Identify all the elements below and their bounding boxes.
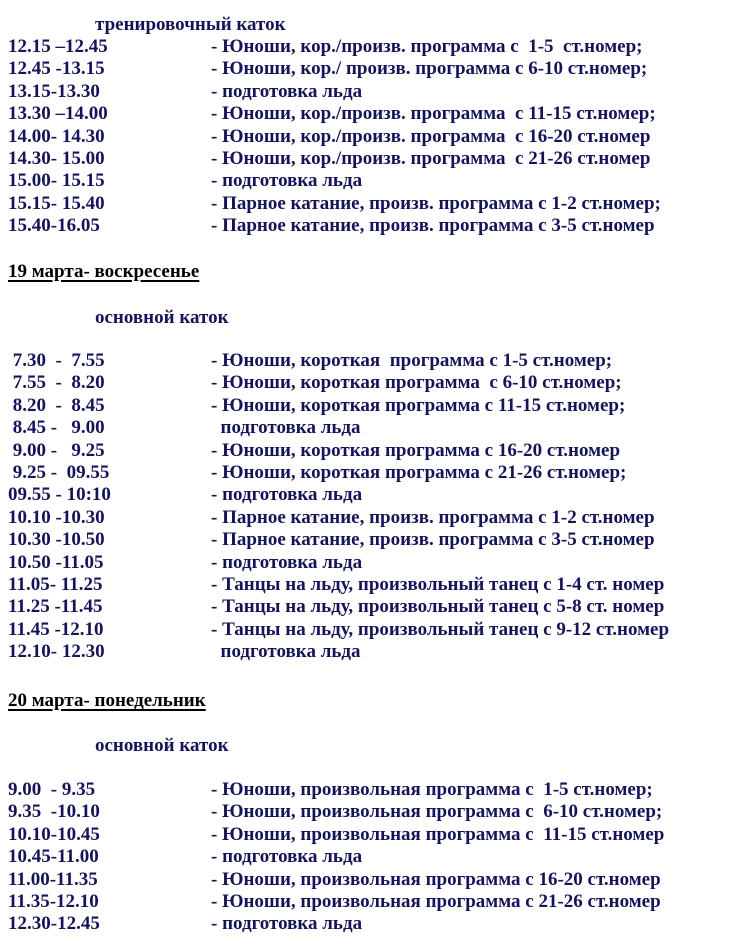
event-description: - Юноши, произвольная программа с 6-10 ст.номер;	[211, 801, 663, 823]
schedule-row	[8, 395, 750, 417]
schedule-row	[8, 619, 750, 641]
time-range: 14.30- 15.00	[8, 147, 105, 169]
event-description: - Танцы на льду, произвольный танец с 5-8 ст. номер	[211, 596, 665, 618]
schedule-row	[8, 552, 750, 574]
time-range: 8.45 - 9.00	[8, 417, 105, 439]
time-range: 15.15- 15.40	[8, 192, 105, 214]
event-description: - подготовка льда	[211, 80, 363, 102]
time-range: 10.10-10.45	[8, 823, 100, 845]
time-range: 8.20 - 8.45	[8, 394, 105, 416]
event-description: - подготовка льда	[211, 170, 363, 192]
time-range: 11.45 -12.10	[8, 618, 104, 640]
time-range: 11.35-12.10	[8, 890, 99, 912]
time-range: 12.15 –12.45	[8, 36, 108, 57]
schedule-row	[8, 372, 750, 394]
time-range: 13.30 –14.00	[8, 103, 108, 125]
event-description: подготовка льда	[211, 417, 361, 439]
event-description: - Юноши, короткая программа с 11-15 ст.номер;	[211, 394, 626, 416]
time-range: 10.50 -11.05	[8, 551, 104, 573]
rink-title-main-march-20: основной каток	[95, 735, 229, 756]
time-range: 7.30 - 7.55	[8, 350, 105, 371]
time-range: 7.55 - 8.20	[8, 372, 105, 394]
event-description: - Юноши, кор./произв. программа с 1-5 ст.номер;	[211, 36, 643, 57]
time-range: 10.30 -10.50	[8, 529, 105, 551]
time-range: 12.30-12.45	[8, 913, 100, 935]
schedule-row	[8, 148, 750, 170]
event-description: - Юноши, произвольная программа с 21-26 ст.номер	[211, 890, 661, 912]
date-heading-march-19: 19 марта- воскресенье	[8, 261, 200, 282]
schedule-row	[8, 81, 750, 103]
event-description: - Юноши, короткая программа с 6-10 ст.номер;	[211, 372, 622, 394]
event-description: - Парное катание, произв. программа с 3-5 ст.номер	[211, 215, 655, 237]
event-description: - Парное катание, произв. программа с 3-5 ст.номер	[211, 529, 655, 551]
time-range: 12.45 -13.15	[8, 58, 105, 80]
schedule-row	[8, 170, 750, 192]
event-description: - Юноши, короткая программа с 21-26 ст.номер;	[211, 461, 627, 483]
event-description: - Юноши, кор./произв. программа с 16-20 ст.номер	[211, 125, 651, 147]
time-range: 15.00- 15.15	[8, 170, 105, 192]
event-description: - Юноши, кор./произв. программа с 21-26 ст.номер	[211, 147, 651, 169]
time-range: 10.45-11.00	[8, 846, 99, 868]
event-description: - подготовка льда	[211, 913, 363, 935]
schedule-row	[8, 440, 750, 462]
schedule-training-rink	[8, 36, 750, 238]
schedule-row	[8, 215, 750, 237]
schedule-row	[8, 641, 750, 663]
schedule-row	[8, 574, 750, 596]
time-range: 11.00-11.35	[8, 868, 98, 890]
time-range: 09.55 - 10:10	[8, 484, 111, 506]
schedule-row	[8, 801, 750, 823]
schedule-row	[8, 36, 750, 58]
schedule-row	[8, 779, 750, 801]
rink-title-training: тренировочный каток	[95, 14, 286, 35]
time-range: 10.10 -10.30	[8, 506, 105, 528]
schedule-row	[8, 846, 750, 868]
schedule-row	[8, 193, 750, 215]
schedule-march-20	[8, 779, 750, 936]
rink-title-main-march-19: основной каток	[95, 307, 229, 328]
event-description: подготовка льда	[211, 641, 361, 663]
time-range: 9.25 - 09.55	[8, 461, 110, 483]
schedule-row	[8, 824, 750, 846]
event-description: - Юноши, кор./ произв. программа с 6-10 ст.номер;	[211, 58, 648, 80]
schedule-row	[8, 58, 750, 80]
schedule-row	[8, 417, 750, 439]
time-range: 15.40-16.05	[8, 215, 100, 237]
event-description: - Парное катание, произв. программа с 1-2 ст.номер	[211, 506, 655, 528]
schedule-row	[8, 350, 750, 372]
time-range: 11.05- 11.25	[8, 573, 103, 595]
event-description: - подготовка льда	[211, 551, 363, 573]
event-description: - Парное катание, произв. программа с 1-2 ст.номер;	[211, 192, 661, 214]
schedule-row	[8, 891, 750, 913]
event-description: - Юноши, произвольная программа с 11-15 ст.номер	[211, 823, 665, 845]
schedule-row	[8, 462, 750, 484]
time-range: 13.15-13.30	[8, 80, 100, 102]
event-description: - Юноши, кор./произв. программа с 11-15 ст.номер;	[211, 103, 656, 125]
schedule-row	[8, 869, 750, 891]
schedule-march-19	[8, 350, 750, 663]
schedule-row	[8, 484, 750, 506]
event-description: - Танцы на льду, произвольный танец с 1-4 ст. номер	[211, 573, 665, 595]
time-range: 11.25 -11.45	[8, 596, 103, 618]
event-description: - подготовка льда	[211, 846, 363, 868]
event-description: - Танцы на льду, произвольный танец с 9-12 ст.номер	[211, 618, 670, 640]
schedule-row	[8, 103, 750, 125]
time-range: 9.00 - 9.25	[8, 439, 105, 461]
date-heading-march-20: 20 марта- понедельник	[8, 690, 206, 711]
schedule-row	[8, 126, 750, 148]
event-description: - подготовка льда	[211, 484, 363, 506]
event-description: - Юноши, короткая программа с 16-20 ст.номер	[211, 439, 621, 461]
event-description: - Юноши, произвольная программа с 1-5 ст.номер;	[211, 779, 653, 800]
time-range: 14.00- 14.30	[8, 125, 105, 147]
schedule-row	[8, 529, 750, 551]
time-range: 9.00 - 9.35	[8, 779, 96, 800]
event-description: - Юноши, короткая программа с 1-5 ст.номер;	[211, 350, 613, 371]
schedule-row	[8, 507, 750, 529]
schedule-row	[8, 596, 750, 618]
time-range: 9.35 -10.10	[8, 801, 100, 823]
schedule-row	[8, 913, 750, 935]
event-description: - Юноши, произвольная программа с 16-20 ст.номер	[211, 868, 661, 890]
time-range: 12.10- 12.30	[8, 641, 105, 663]
